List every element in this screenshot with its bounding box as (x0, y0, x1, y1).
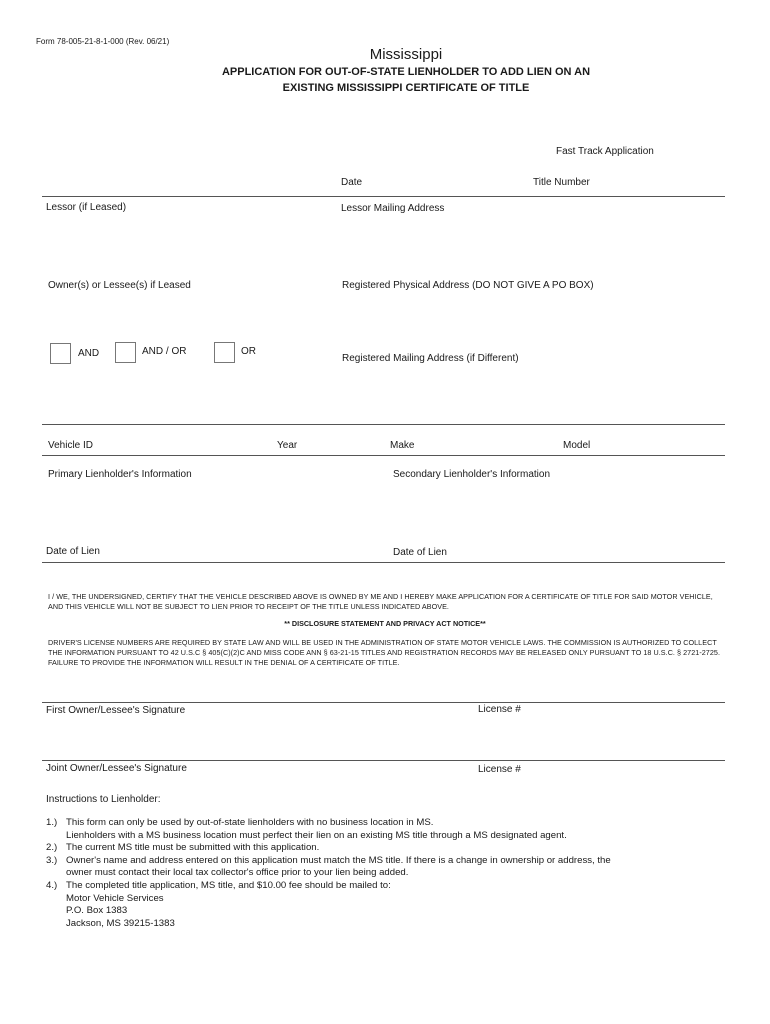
and-or-label: AND / OR (142, 346, 187, 357)
date-of-lien-primary-label: Date of Lien (46, 546, 100, 557)
registered-physical-label: Registered Physical Address (DO NOT GIVE A PO BOX) (342, 280, 594, 291)
instruction-item: 1.) This form can only be used by out-of-state lienholders with no business location in MS. Lienholders with a MS business location must perfect their lien on an existing MS title through a MS designated agent. (46, 817, 567, 841)
secondary-lienholder-label: Secondary Lienholder's Information (393, 469, 551, 480)
first-signature-line (42, 702, 725, 703)
lien-bottom-line (42, 562, 725, 563)
instruction-item: 2.) The current MS title must be submitted with this application. (46, 842, 320, 854)
form-title-line1: APPLICATION FOR OUT-OF-STATE LIENHOLDER TO ADD LIEN ON AN (221, 66, 591, 78)
title-number-label: Title Number (533, 177, 590, 188)
or-label: OR (241, 346, 256, 357)
disclosure-text: DRIVER'S LICENSE NUMBERS ARE REQUIRED BY STATE LAW AND WILL BE USED IN THE ADMINISTRATION OF STATE MOTOR VEHICLE LAWS. THE COMMISSION IS AUTHORIZED TO COLLECT THE INFORMATION PURSUANT TO 42 U.S.C § 405(C)(2)C AND MISS CODE ANN § 63-21-15 TITLES AND REGISTRATION RECORDS MAY BE RELEASED ONLY PURSUANT TO 18 U.S.C. § 2721-2725. FAILURE TO PROVIDE THE INFORMATION WILL RESULT IN THE DENIAL OF A CERTIFICATE OF TITLE. (48, 638, 720, 667)
vehicle-id-label: Vehicle ID (48, 440, 94, 451)
disclosure-heading: ** DISCLOSURE STATEMENT AND PRIVACY ACT NOTICE** (284, 619, 486, 628)
certification-text: I / WE, THE UNDERSIGNED, CERTIFY THAT THE VEHICLE DESCRIBED ABOVE IS OWNED BY ME AND I HEREBY MAKE APPLICATION FOR A CERTIFICATE OF TITLE FOR SAID MOTOR VEHICLE, AND THIS VEHICLE WILL NOT BE SUBJECT TO LIEN PRIOR TO RECEIPT OF THE TITLE UNLESS INDICATED ABOVE. (48, 592, 713, 611)
instructions-heading: Instructions to Lienholder: (46, 794, 161, 805)
registered-mailing-label: Registered Mailing Address (if Different) (342, 353, 519, 364)
lessor-mailing-label: Lessor Mailing Address (341, 203, 445, 214)
second-license-label: License # (478, 764, 521, 775)
fast-track-label: Fast Track Application (556, 146, 654, 157)
and-or-checkbox[interactable] (115, 342, 136, 363)
lessor-label: Lessor (if Leased) (46, 202, 127, 213)
date-of-lien-secondary-label: Date of Lien (393, 547, 447, 558)
vehicle-top-line (42, 424, 725, 425)
vehicle-bottom-line (42, 455, 725, 456)
primary-lienholder-label: Primary Lienholder's Information (48, 469, 192, 480)
instruction-item: 4.) The completed title application, MS title, and $10.00 fee should be mailed to: Motor Vehicle Services P.O. Box 1383 Jackson, MS 39215-1383 (46, 879, 391, 929)
model-label: Model (563, 440, 591, 451)
joint-signature-line (42, 760, 725, 761)
and-label: AND (78, 348, 100, 359)
joint-owner-signature-label: Joint Owner/Lessee's Signature (46, 763, 187, 774)
or-checkbox[interactable] (214, 342, 235, 363)
owners-label: Owner(s) or Lessee(s) if Leased (48, 280, 191, 291)
first-owner-signature-label: First Owner/Lessee's Signature (46, 705, 186, 716)
and-checkbox[interactable] (50, 343, 71, 364)
date-label: Date (341, 177, 363, 188)
year-label: Year (277, 440, 298, 451)
form-number: Form 78-005-21-8-1-000 (Rev. 06/21) (36, 37, 170, 46)
first-license-label: License # (478, 704, 521, 715)
make-label: Make (390, 440, 415, 451)
date-title-line (42, 196, 725, 197)
instructions-list (46, 817, 611, 930)
state-name: Mississippi (369, 46, 443, 63)
instruction-item: 3.) Owner's name and address entered on this application must match the MS title. If there is a change in ownership or address, the owner must contact their local tax collector's office prior to your lien being added. (46, 854, 611, 879)
form-title-line2: EXISTING MISSISSIPPI CERTIFICATE OF TITLE (282, 82, 530, 94)
